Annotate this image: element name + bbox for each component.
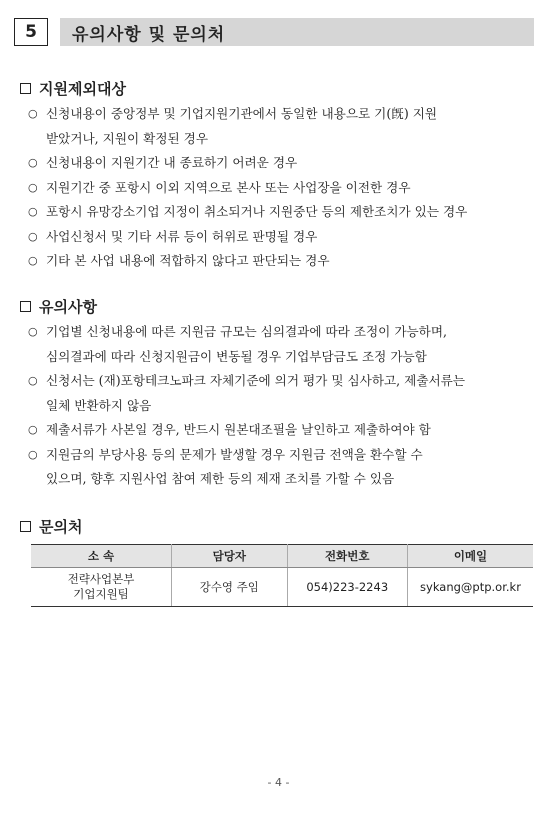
table-row — [31, 568, 533, 607]
col-header-manager: 담당자 — [172, 545, 287, 568]
checkbox-square-icon — [20, 521, 31, 532]
list-item-text: 지원기간 중 포항시 이외 지역으로 본사 또는 사업장을 이전한 경우 — [46, 179, 411, 195]
exclusion-heading — [20, 78, 540, 98]
circle-bullet-icon: ○ — [28, 447, 38, 461]
cell-email: sykang@ptp.or.kr — [407, 568, 533, 607]
caution-heading — [20, 296, 540, 316]
circle-bullet-icon: ○ — [28, 325, 38, 338]
list-item-text-cont: 심의결과에 따라 신청지원금이 변동될 경우 기업부담금도 조정 가능함 — [46, 348, 427, 364]
cell-manager: 강수영 주임 — [172, 568, 287, 607]
list-item-text: 포항시 유망강소기업 지정이 취소되거나 지원중단 등의 제한조치가 있는 경우 — [46, 204, 468, 219]
list-item — [20, 151, 540, 176]
list-item — [20, 369, 540, 418]
section-header — [14, 18, 534, 48]
list-item-text: 사업신청서 및 기타 서류 등이 허위로 판명될 경우 — [46, 228, 318, 244]
circle-bullet-icon: ○ — [28, 107, 38, 120]
contact-heading — [20, 516, 540, 536]
list-item — [20, 225, 540, 250]
circle-bullet-icon: ○ — [28, 423, 38, 436]
list-item-text: 기업별 신청내용에 따른 지원금 규모는 심의결과에 따라 조정이 가능하며, — [46, 324, 447, 339]
list-item-text: 신청내용이 중앙정부 및 기업지원기관에서 동일한 내용으로 기(旣) 지원 — [46, 106, 438, 121]
list-item — [20, 200, 540, 225]
section-title: 유의사항 및 문의처 — [60, 18, 534, 46]
circle-bullet-icon: ○ — [28, 229, 38, 243]
circle-bullet-icon: ○ — [28, 156, 38, 169]
exclusion-title: 지원제외대상 — [39, 79, 126, 98]
list-item-text: 지원금의 부당사용 등의 문제가 발생할 경우 지원금 전액을 환수할 수 — [46, 446, 423, 462]
caution-section — [20, 296, 540, 492]
list-item — [20, 443, 540, 492]
checkbox-square-icon — [20, 301, 31, 312]
list-item — [20, 418, 540, 443]
list-item-text: 제출서류가 사본일 경우, 반드시 원본대조필을 날인하고 제출하여야 함 — [46, 422, 431, 437]
list-item-text-cont: 일체 반환하지 않음 — [46, 397, 152, 413]
list-item — [20, 249, 540, 274]
section-number: 5 — [14, 18, 48, 46]
circle-bullet-icon: ○ — [28, 205, 38, 218]
contact-section — [20, 516, 540, 607]
list-item — [20, 102, 540, 151]
table-header-row — [31, 545, 533, 568]
list-item-text: 신청내용이 지원기간 내 종료하기 어려운 경우 — [46, 155, 298, 170]
list-item — [20, 176, 540, 201]
checkbox-square-icon — [20, 83, 31, 94]
cell-phone: 054)223-2243 — [287, 568, 407, 607]
cell-dept — [31, 568, 172, 607]
page-number: - 4 - — [267, 776, 290, 789]
circle-bullet-icon: ○ — [28, 374, 38, 387]
exclusion-list — [20, 102, 540, 274]
exclusion-section — [20, 78, 540, 274]
circle-bullet-icon: ○ — [28, 254, 38, 267]
list-item-text-cont: 받았거나, 지원이 확정된 경우 — [46, 130, 208, 146]
col-header-dept: 소 속 — [31, 545, 172, 568]
col-header-phone: 전화번호 — [287, 545, 407, 568]
col-header-email: 이메일 — [407, 545, 533, 568]
list-item-text-cont: 있으며, 향후 지원사업 참여 제한 등의 제재 조치를 가할 수 있음 — [46, 471, 395, 486]
contact-table — [31, 544, 533, 607]
dept-line1: 전략사업본부 — [67, 572, 135, 586]
contact-title: 문의처 — [39, 517, 83, 536]
list-item-text: 기타 본 사업 내용에 적합하지 않다고 판단되는 경우 — [46, 253, 330, 268]
list-item-text: 신청서는 (재)포항테크노파크 자체기준에 의거 평가 및 심사하고, 제출서류는 — [46, 373, 465, 388]
caution-list — [20, 320, 540, 492]
list-item — [20, 320, 540, 369]
caution-title: 유의사항 — [39, 297, 97, 316]
circle-bullet-icon: ○ — [28, 180, 38, 194]
dept-line2: 기업지원팀 — [73, 587, 129, 601]
